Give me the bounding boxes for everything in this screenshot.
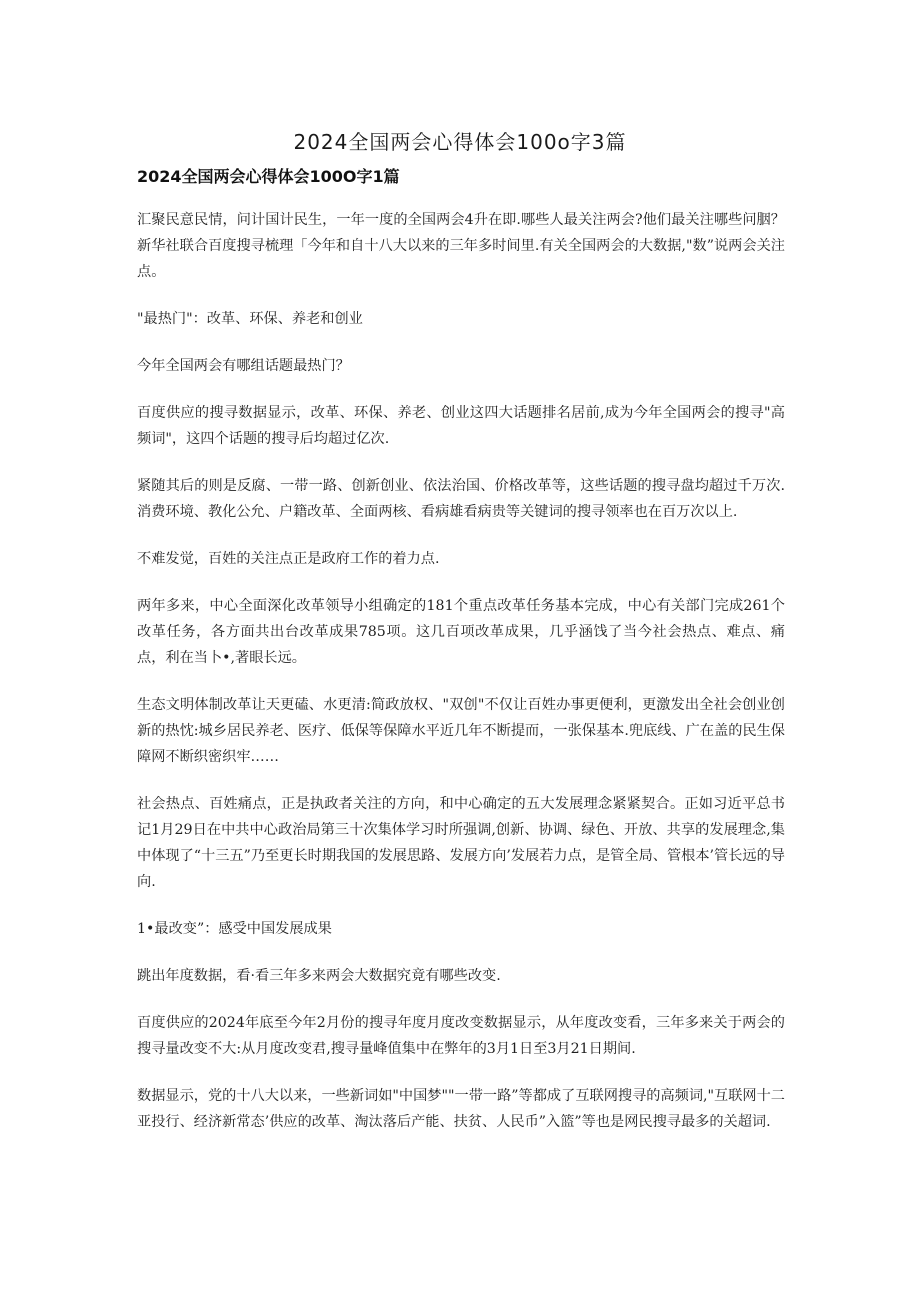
paragraph: 紧随其后的则是反腐、一带一路、创新创业、依法治国、价格改革等，这些话题的搜寻盘均超过千万次.消费环境、教化公允、户籍改革、全面两核、看病雄看病贵等关键词的搜寻领率也在百万次以上. xyxy=(137,478,785,520)
paragraph: 百度供应的2024年底至今年2月份的搜寻年度月度改变数据显示，从年度改变看，三年多来关于两会的搜寻量改变不大:从月度改变君,搜寻量峰值集中在弊年的3月1日至3月21日期间. xyxy=(137,1015,785,1057)
paragraph: 汇聚民意民情，问计国计民生，一年一度的全国两会4升在即.哪些人最关注两会?他们最关注哪些问胭？新华社联合百度搜寻梳理「今年和自十八大以来的三年多时间里.有关全国两会的大数据,"数”说两会关注点。 xyxy=(137,212,785,280)
paragraph: 今年全国两会有哪组话题最热门？ xyxy=(137,358,350,374)
document-body xyxy=(137,207,785,1156)
document-title: 2024全国两会心得体会100o字3篇 xyxy=(293,130,627,154)
paragraph: 跳出年度数据，看·看三年多来两会大数据究竟有哪些改变. xyxy=(137,968,501,984)
paragraph: 生态文明体制改革让天更磕、水更清:简政放权、"双创"不仅让百姓办事更便利，更激发出全社会创业创新的热忱:城乡居民养老、医疗、低保等保障水平近几年不断提而，一张保基本.兜底线、广在盖的民生保障网不断织密织牢…… xyxy=(137,697,785,765)
section-title: 2024全国两会心得体会100O字1篇 xyxy=(137,167,400,186)
paragraph: 不难发觉，百姓的关注点正是政府工作的着力点. xyxy=(137,551,440,567)
paragraph: 百度供应的搜寻数据显示，改革、环保、养老、创业这四大话题排名居前,成为今年全国两会的搜寻"高频词"，这四个话题的搜寻后均超过亿次. xyxy=(137,405,785,447)
paragraph: 1•最改变”：感受中国发展成果 xyxy=(137,921,332,937)
paragraph: 社会热点、百姓痛点，正是执政者关注的方向，和中心确定的五大发展理念紧紧契合。正如习近平总书记1月29日在中共中心政治局第三十次集体学习时所强调,创新、协调、绿色、开放、共享的发展理念,集中体现了“十三五”乃至更长时期我国的发展思路、发展方向’发展若力点，是管全局、管根本’管长远的导向. xyxy=(137,796,785,890)
paragraph: "最热门"：改革、环保、养老和创业 xyxy=(137,311,363,327)
paragraph: 两年多来，中心全面深化改革领导小组确定的181个重点改革任务基本完成，中心有关部门完成261个改革任务，各方面共出台改革成果785项。这几百项改革成果，几乎涵饯了当今社会热点、难点、痛点，利在当卜•,著眼长远。 xyxy=(137,598,785,666)
paragraph: 数据显示，党的十八大以来，一些新词如"中国梦""一带一路”等都成了互联网搜寻的高频词,"互联网十二亚投行、经济新常态’供应的改革、淘汰落后产能、扶贫、人民币”入篮”等也是网民搜寻最多的关超词. xyxy=(137,1088,785,1130)
